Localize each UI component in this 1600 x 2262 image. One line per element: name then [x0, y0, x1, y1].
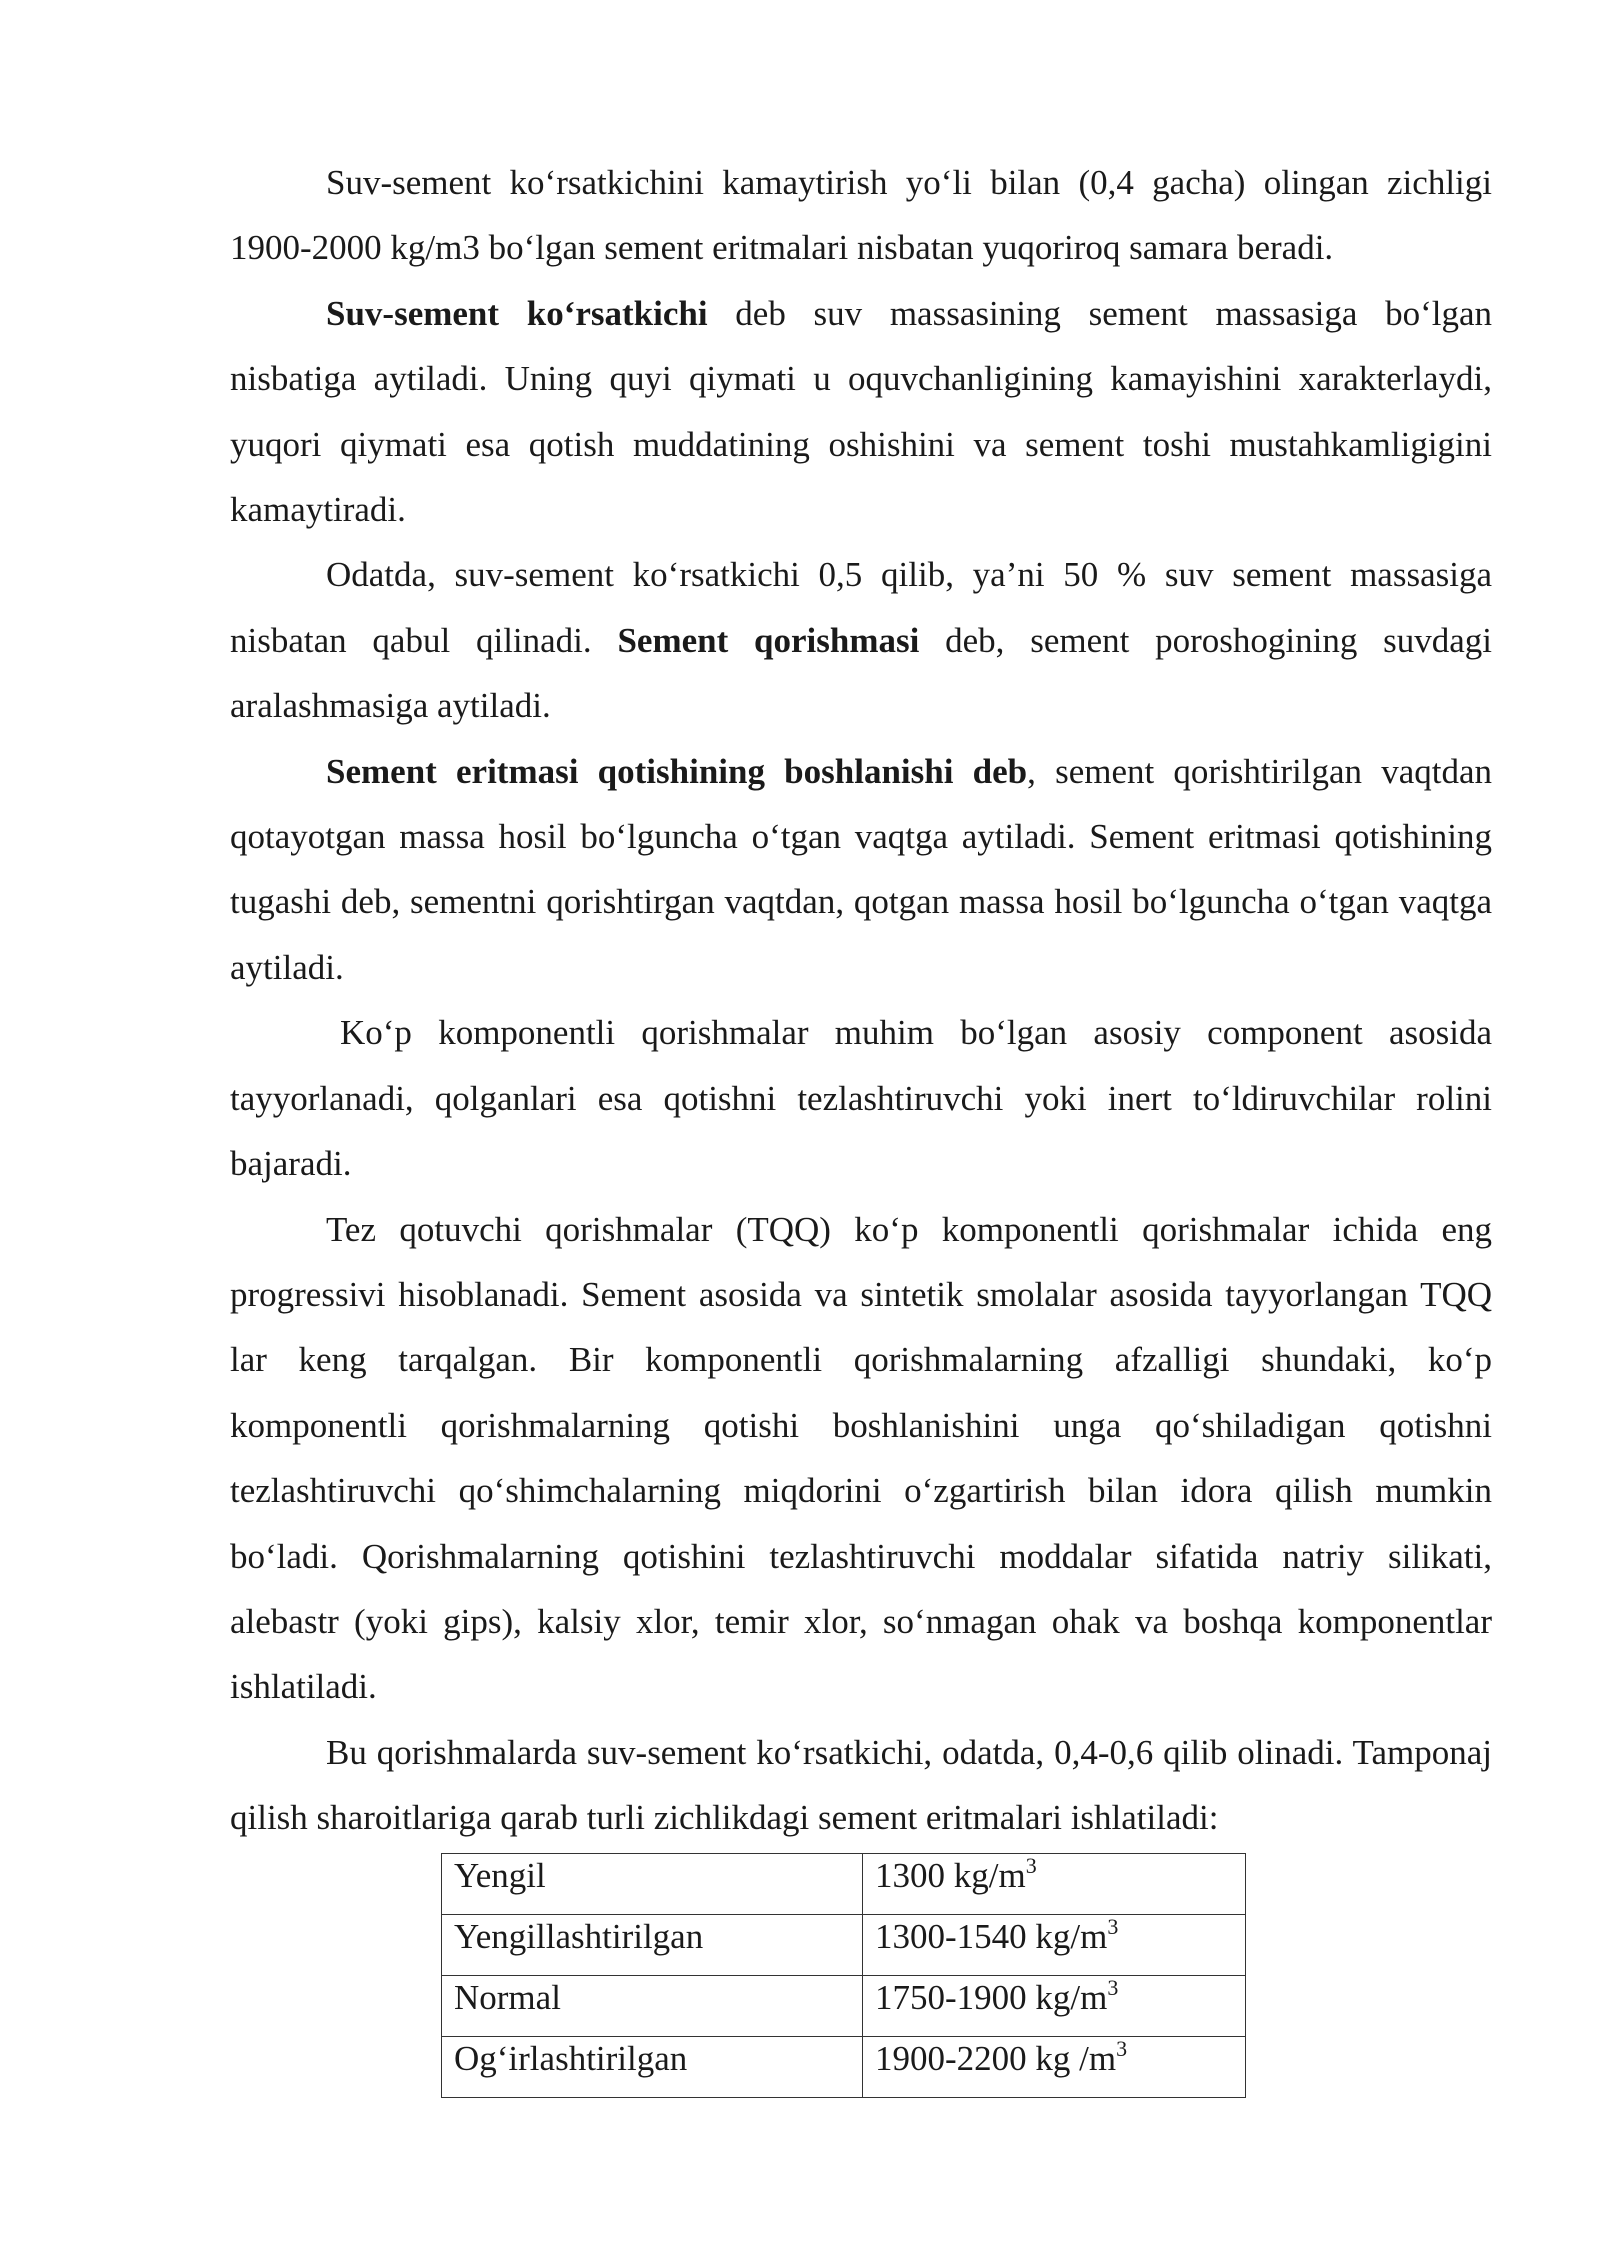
density-value: 1900-2200 kg /m: [875, 2038, 1117, 2078]
density-value-cell: [863, 1975, 1246, 2036]
paragraph-4: [230, 739, 1492, 1001]
table-row: [442, 1975, 1246, 2036]
paragraph-6-text: Tez qotuvchi qorishmalar (TQQ) ko‘p komponentli qorishmalar ichida eng progressivi hisoblanadi. Sement asosida va sintetik smolalar asosida tayyorlangan TQQ lar keng tarqalgan. Bir komponentli qorishmalarning afzalligi shundaki, ko‘p komponentli qorishmalarning qotishi boshlanishini unga qo‘shiladigan qotishni tezlashtiruvchi qo‘shimchalarning miqdorini o‘zgartirish bilan idora qilish mumkin bo‘ladi. Qorishmalarning qotishini tezlashtiruvchi moddalar sifatida natriy silikati, alebastr (yoki gips), kalsiy xlor, temir xlor, so‘nmagan ohak va boshqa komponentlar ishlatiladi.: [230, 1209, 1492, 1707]
term-suv-sement-korsatkichi: Suv-sement ko‘rsatkichi: [326, 293, 708, 333]
table-row: [442, 1853, 1246, 1914]
density-value: 1300-1540 kg/m: [875, 1916, 1108, 1956]
density-name-cell: Normal: [442, 1975, 863, 2036]
density-value-cell: [863, 1853, 1246, 1914]
paragraph-1: [230, 150, 1492, 281]
document-page: [230, 150, 1492, 2098]
paragraph-7-text: Bu qorishmalarda suv-sement ko‘rsatkichi, odatda, 0,4-0,6 qilib olinadi. Tamponaj qilish sharoitlariga qarab turli zichlikdagi sement eritmalari ishlatiladi:: [230, 1732, 1492, 1838]
density-value-cell: [863, 1914, 1246, 1975]
unit-superscript: 3: [1025, 1852, 1037, 1878]
paragraph-2-text: deb suv massasining sement massasiga bo‘lgan nisbatiga aytiladi. Uning quyi qiymati u oquvchanligining kamayishini xarakterlaydi, yuqori qiymati esa qotish muddatining oshishini va sement toshi mustahkamligigini kamaytiradi.: [230, 293, 1492, 530]
density-value-cell: [863, 2036, 1246, 2097]
density-value: 1300 kg/m: [875, 1855, 1026, 1895]
paragraph-3-text-rest: deb, sement poroshogining suvdagi aralashmasiga aytiladi.: [230, 620, 1493, 726]
density-value: 1750-1900 kg/m: [875, 1977, 1108, 2017]
unit-superscript: 3: [1107, 1974, 1119, 2000]
paragraph-1-text: Suv-sement ko‘rsatkichini kamaytirish yo‘li bilan (0,4 gacha) olingan zichligi 1900-2000 kg/m3 bo‘lgan sement eritmalari nisbatan yuqoriroq samara beradi.: [230, 163, 1492, 268]
density-name-cell: Og‘irlashtirilgan: [442, 2036, 863, 2097]
paragraph-7: [230, 1720, 1492, 1851]
paragraph-3: [230, 542, 1492, 738]
table-row: [442, 1914, 1246, 1975]
paragraph-5: [230, 1000, 1492, 1196]
unit-superscript: 3: [1107, 1913, 1119, 1939]
density-name-cell: Yengil: [442, 1853, 863, 1914]
paragraph-4-text: , sement qorishtirilgan vaqtdan qotayotgan massa hosil bo‘lguncha o‘tgan vaqtga aytiladi. Sement eritmasi qotishining tugashi deb, sementni qorishtirgan vaqtdan, qotgan massa hosil bo‘lguncha o‘tgan vaqtga aytiladi.: [230, 751, 1492, 987]
paragraph-2: [230, 281, 1492, 543]
density-table: [441, 1853, 1246, 2098]
density-name-cell: Yengillashtirilgan: [442, 1914, 863, 1975]
unit-superscript: 3: [1116, 2035, 1128, 2061]
term-qotish-boshlanishi: Sement eritmasi qotishining boshlanishi deb: [326, 751, 1028, 791]
paragraph-3-text-start: Odatda, suv-sement ko‘rsatkichi 0,5 qilib, ya’ni 50 % suv sement massasiga nisbatan qabul qilinadi.: [230, 555, 1492, 660]
paragraph-6: [230, 1197, 1492, 1720]
table-row: [442, 2036, 1246, 2097]
paragraph-5-text: Ko‘p komponentli qorishmalar muhim bo‘lgan asosiy component asosida tayyorlanadi, qolganlari esa qotishni tezlashtiruvchi yoki inert to‘ldiruvchilar rolini bajaradi.: [230, 1013, 1492, 1184]
term-sement-qorishmasi: Sement qorishmasi: [617, 620, 920, 660]
